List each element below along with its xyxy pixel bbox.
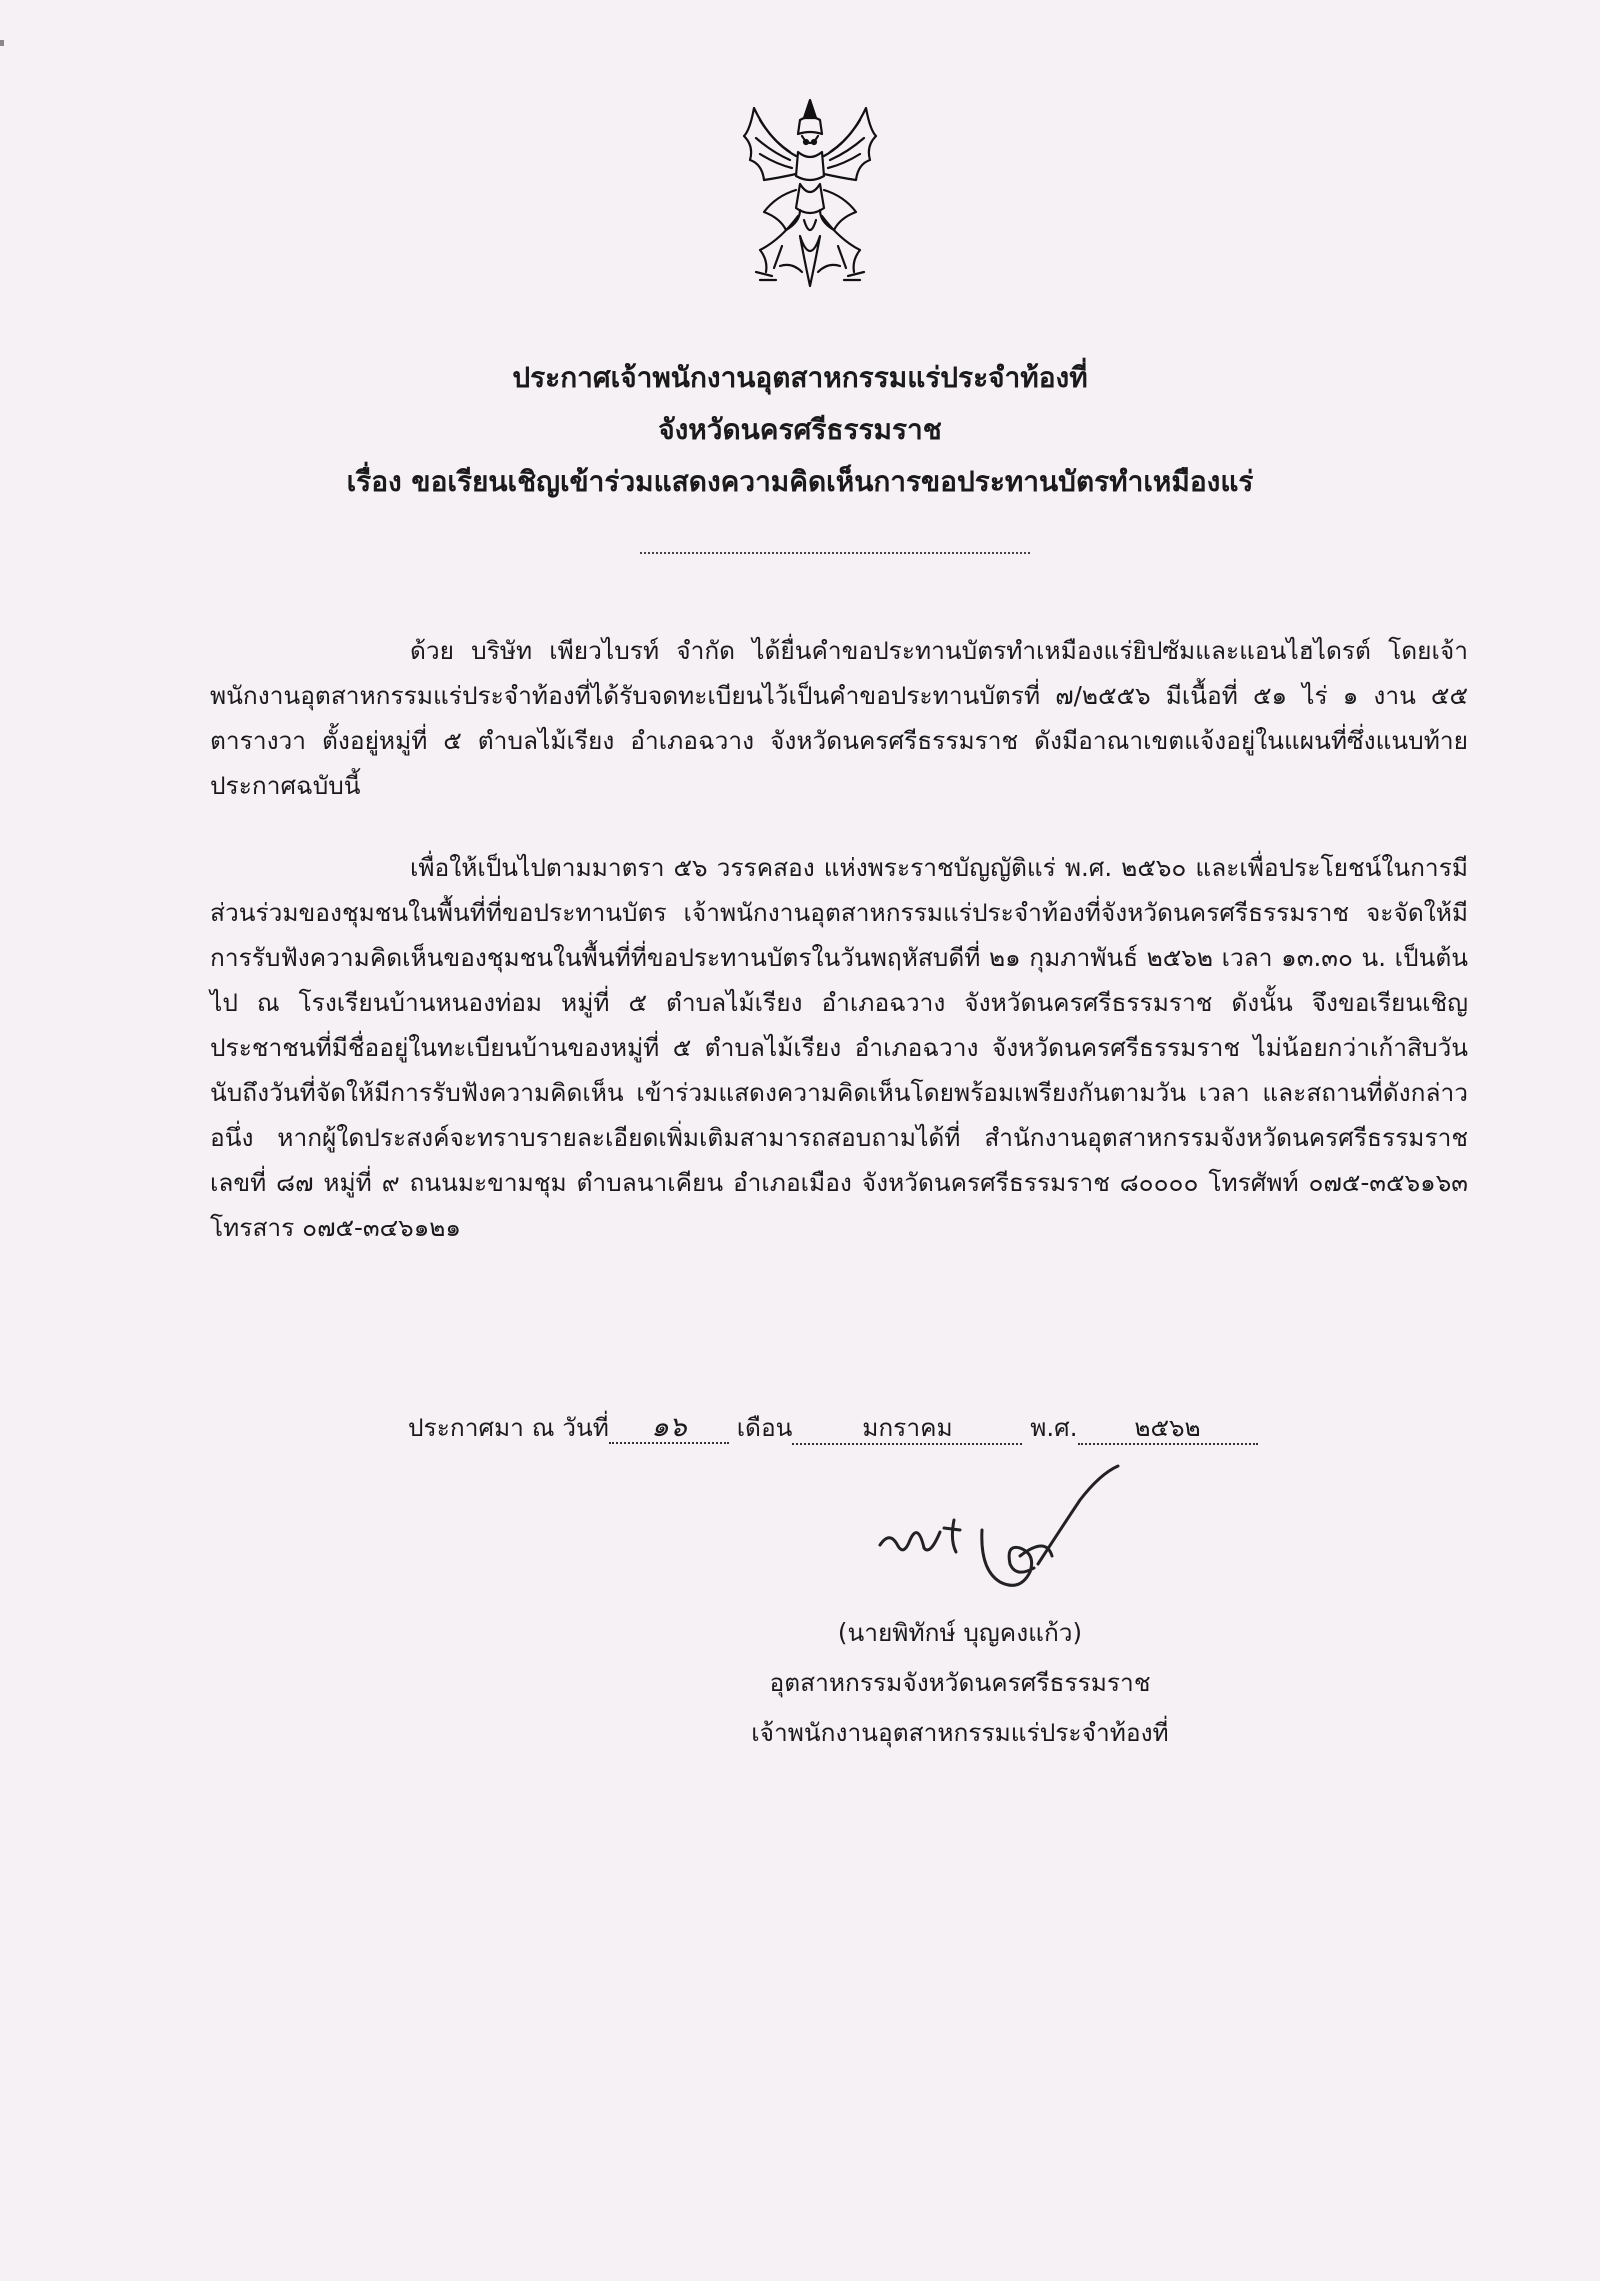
subject-title: เรื่อง ขอเรียนเชิญเข้าร่วมแสดงความคิดเห็นการขอประทานบัตรทำเหมืองแร่ <box>346 465 1254 498</box>
garuda-emblem-icon <box>720 90 900 300</box>
title-divider <box>640 552 1030 554</box>
announcement-header <box>200 352 1400 508</box>
date-day: ๑๖ <box>609 1412 729 1444</box>
era-label: พ.ศ. <box>1030 1413 1078 1442</box>
date-month: มกราคม <box>792 1413 1022 1445</box>
signer-block <box>680 1608 1240 1758</box>
province-title: จังหวัดนครศรีธรรมราช <box>658 413 942 446</box>
announcement-title: ประกาศเจ้าพนักงานอุตสาหกรรมแร่ประจำท้องที่ <box>512 361 1088 394</box>
scan-mark <box>0 40 4 46</box>
date-year: ๒๕๖๒ <box>1078 1413 1258 1445</box>
announcement-date <box>408 1408 1258 1447</box>
signer-position: อุตสาหกรรมจังหวัดนครศรีธรรมราช <box>769 1668 1151 1697</box>
date-prefix: ประกาศมา ณ วันที่ <box>408 1413 609 1442</box>
body-paragraph-2 <box>210 845 1468 1250</box>
paragraph-2-text: เพื่อให้เป็นไปตามมาตรา ๕๖ วรรคสอง แห่งพระราชบัญญัติแร่ พ.ศ. ๒๕๖๐ และเพื่อประโยชน์ในการมีส่วนร่วมของชุมชนในพื้นที่ที่ขอประทานบัตร เจ้าพนักงานอุตสาหกรรมแร่ประจำท้องที่จังหวัดนครศรีธรรมราช จะจัดให้มีการรับฟังความคิดเห็นของชุมชนในพื้นที่ที่ขอประทานบัตรในวันพฤหัสบดีที่ ๒๑ กุมภาพันธ์ ๒๕๖๒ เวลา ๑๓.๓๐ น. เป็นต้นไป ณ โรงเรียนบ้านหนองท่อม หมู่ที่ ๕ ตำบลไม้เรียง อำเภอฉวาง จังหวัดนครศรีธรรมราช ดังนั้น จึงขอเรียนเชิญประชาชนที่มีชื่ออยู่ในทะเบียนบ้านของหมู่ที่ ๕ ตำบลไม้เรียง อำเภอฉวาง จังหวัดนครศรีธรรมราช ไม่น้อยกว่าเก้าสิบวันนับถึงวันที่จัดให้มีการรับฟังความคิดเห็น เข้าร่วมแสดงความคิดเห็นโดยพร้อมเพรียงกันตามวัน เวลา และสถานที่ดังกล่าว อนึ่ง หากผู้ใดประสงค์จะทราบรายละเอียดเพิ่มเติมสามารถสอบถามได้ที่ สำนักงานอุตสาหกรรมจังหวัดนครศรีธรรมราช เลขที่ ๘๗ หมู่ที่ ๙ ถนนมะขามชุม ตำบลนาเคียน อำเภอเมือง จังหวัดนครศรีธรรมราช ๘๐๐๐๐ โทรศัพท์ ๐๗๕-๓๕๖๑๖๓ โทรสาร ๐๗๕-๓๔๖๑๒๑ <box>210 853 1468 1242</box>
body-paragraph-1 <box>210 628 1468 808</box>
signer-role: เจ้าพนักงานอุตสาหกรรมแร่ประจำท้องที่ <box>751 1718 1169 1747</box>
signer-name: (นายพิทักษ์ บุญคงแก้ว) <box>837 1618 1083 1647</box>
month-label: เดือน <box>736 1413 793 1442</box>
handwritten-signature-icon <box>870 1460 1150 1610</box>
paragraph-1-text: ด้วย บริษัท เพียวไบรท์ จำกัด ได้ยื่นคำขอประทานบัตรทำเหมืองแร่ยิปซัมและแอนไฮไดรต์ โดยเจ้าพนักงานอุตสาหกรรมแร่ประจำท้องที่ได้รับจดทะเบียนไว้เป็นคำขอประทานบัตรที่ ๗/๒๕๕๖ มีเนื้อที่ ๕๑ ไร่ ๑ งาน ๕๕ ตารางวา ตั้งอยู่หมู่ที่ ๕ ตำบลไม้เรียง อำเภอฉวาง จังหวัดนครศรีธรรมราช ดังมีอาณาเขตแจ้งอยู่ในแผนที่ซึ่งแนบท้ายประกาศฉบับนี้ <box>210 636 1468 800</box>
